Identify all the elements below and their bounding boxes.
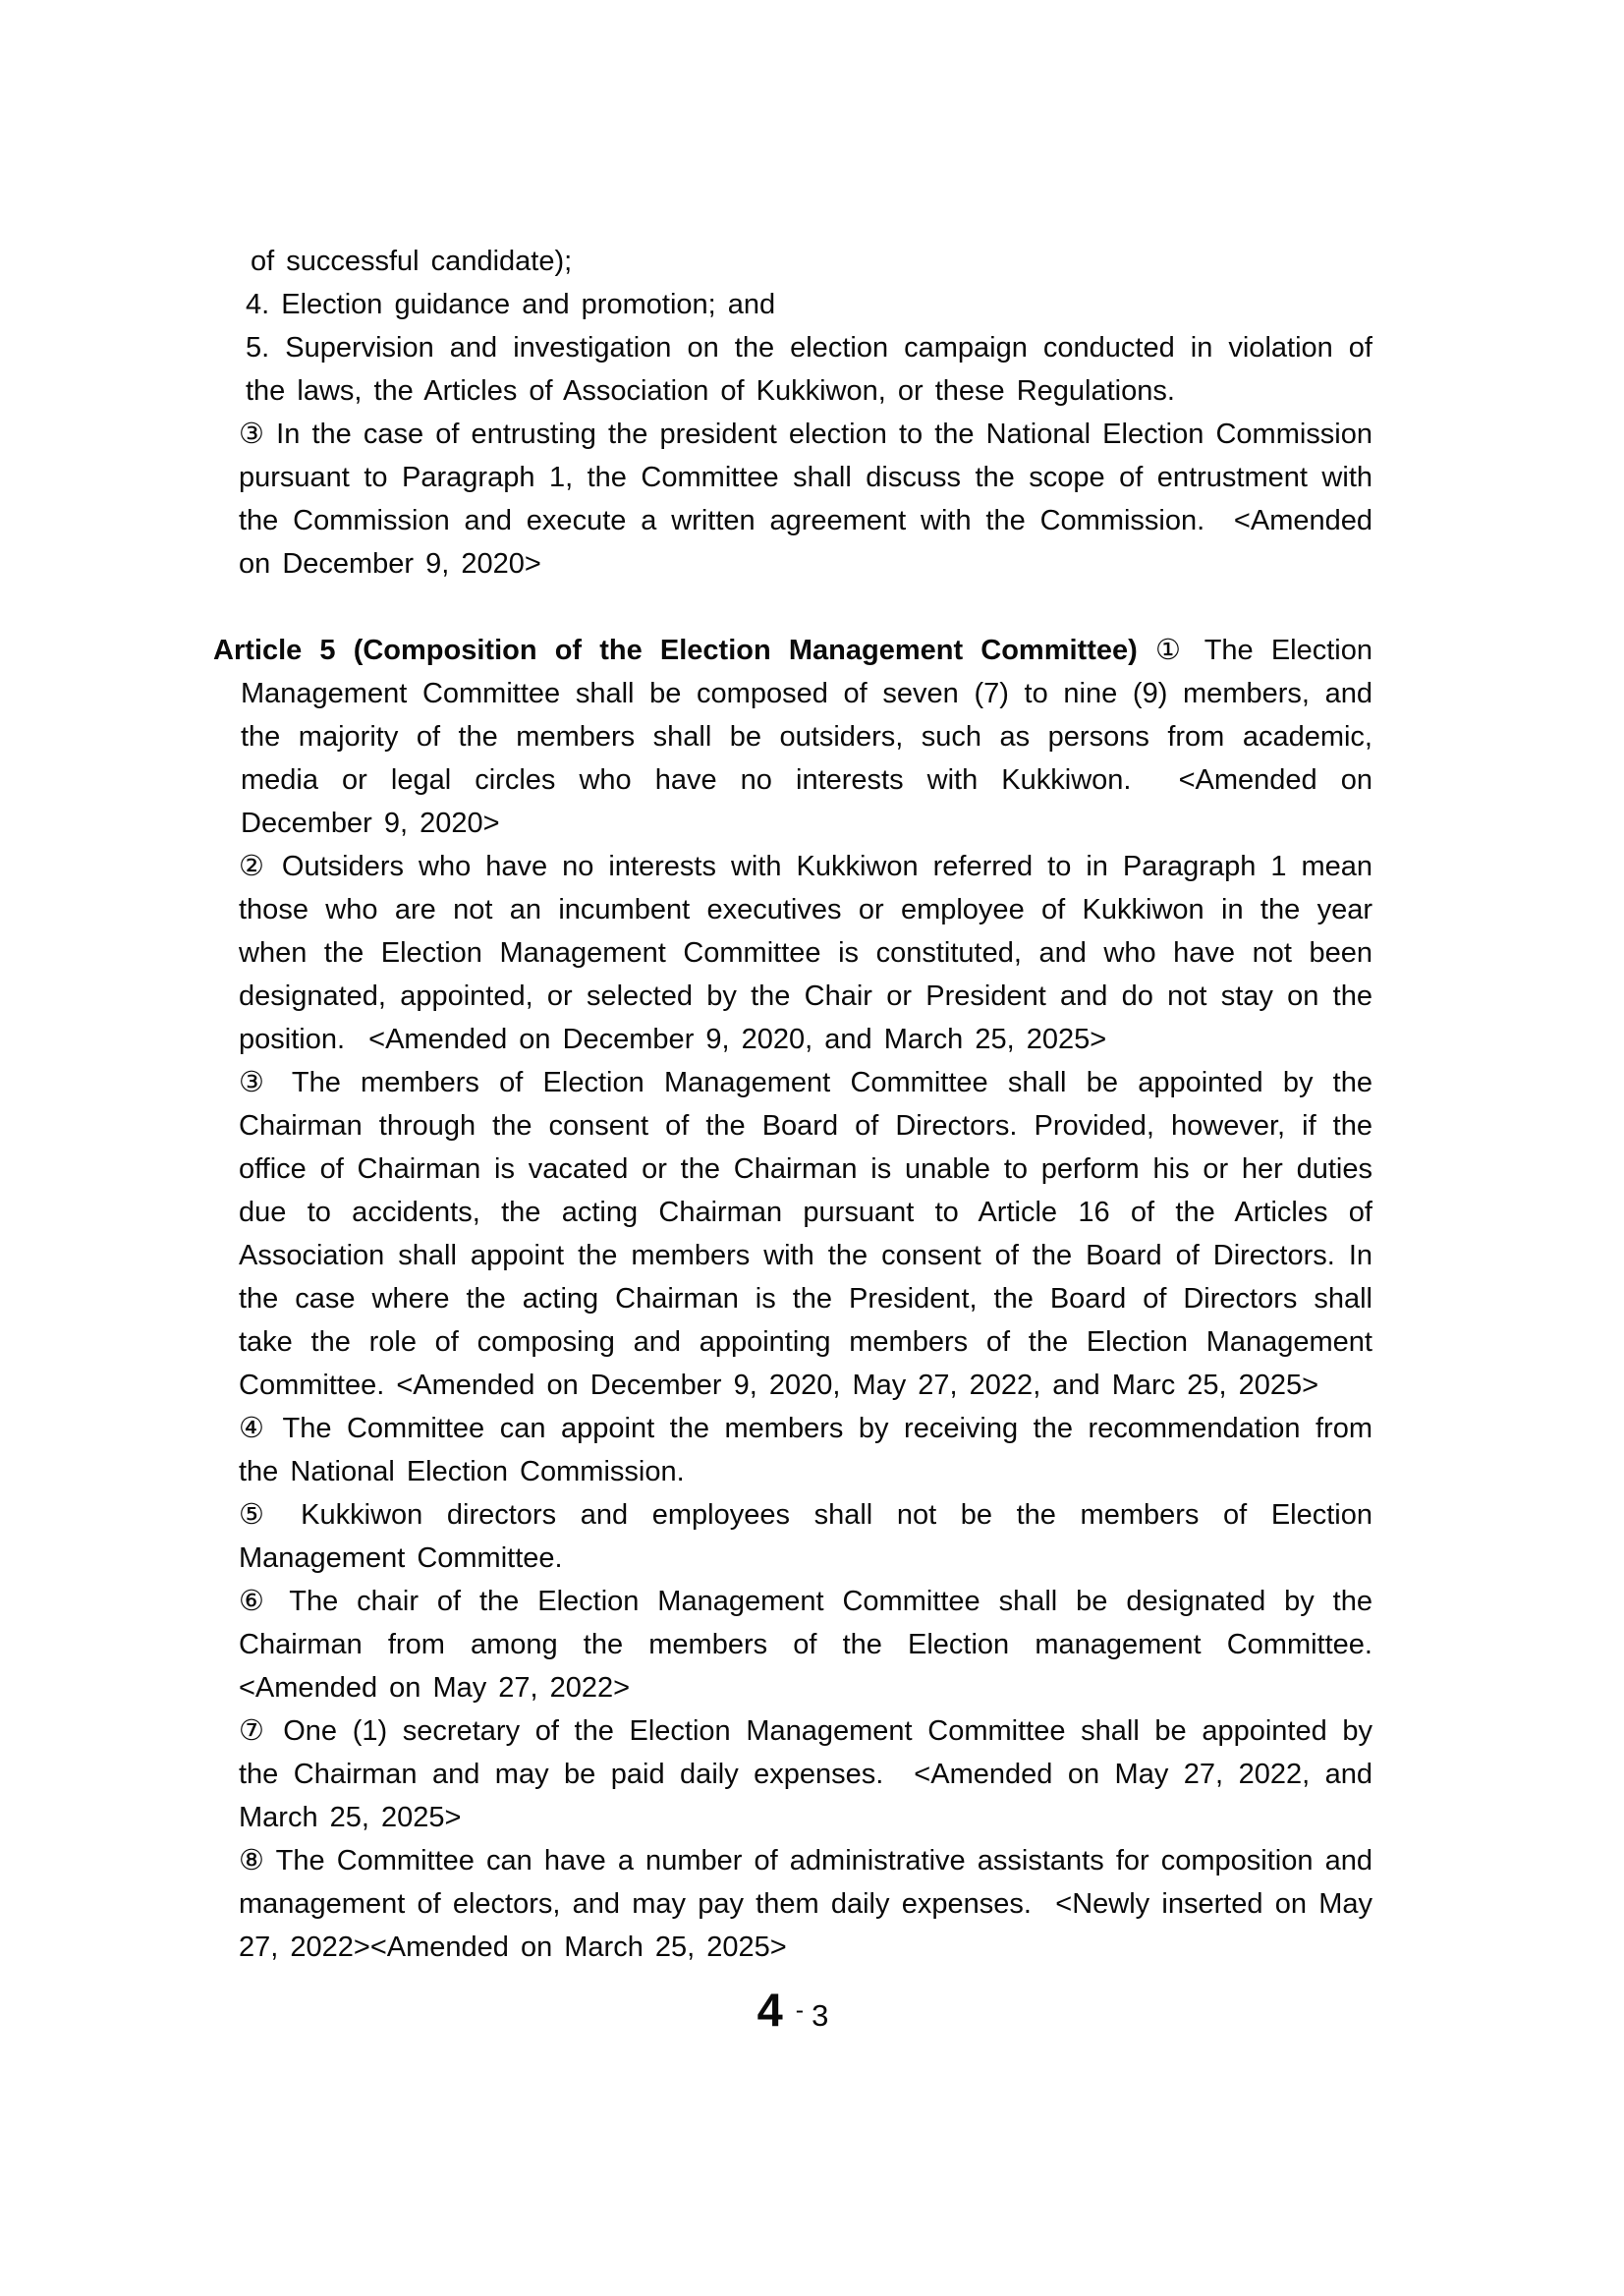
page-number-page: 3 xyxy=(812,1998,829,2033)
document-page xyxy=(213,240,1372,2040)
article-5-intro: ① The Election Management Committee shall be composed of seven (7) to nine (9) members, and the majority of the members shall be outsiders, such as persons from academic, media or legal circles who have no interests with Kukkiwon. <Amended on December 9, 2020> xyxy=(241,635,1373,839)
article-5-paragraph-6: ⑥ The chair of the Election Management Committee shall be designated by the Chairman from among the members of the Election management Committee. <Amended on May 27, 2022> xyxy=(239,1586,1372,1704)
article-5-paragraph-7: ⑦ One (1) secretary of the Election Management Committee shall be appointed by the Chairman and may be paid daily expenses. <Amended on May 27, 2022, and March 25, 2025> xyxy=(239,1715,1372,1833)
page-number-separator: - xyxy=(795,1996,805,2024)
article-5-paragraph-3: ③ The members of Election Management Committee shall be appointed by the Chairman through the consent of the Board of Directors. Provided, however, if the office of Chairman is vacated or the Chairman is unable to perform his or her duties due to accidents, the acting Chairman pursuant to Article 16 of the Articles of Association shall appoint the members with the consent of the Board of Directors. In the case where the acting Chairman is the President, the Board of Directors shall take the role of composing and appointing members of the Election Management Committee. <Amended on December 9, 2020, May 27, 2022, and Marc 25, 2025> xyxy=(239,1067,1372,1401)
blank-line xyxy=(213,586,1372,629)
article-5-paragraph-5: ⑤ Kukkiwon directors and employees shall not be the members of Election Management Committee. xyxy=(239,1499,1372,1574)
paragraph-3-entrustment: ③ In the case of entrusting the president election to the National Election Commission pursuant to Paragraph 1, the Committee shall discuss the scope of entrustment with the Commission and execute a written agreement with the Commission. <Amended on December 9, 2020> xyxy=(239,419,1372,580)
article-5-paragraph-2: ② Outsiders who have no interests with Kukkiwon referred to in Paragraph 1 mean those who are not an incumbent executives or employee of Kukkiwon in the year when the Election Management Committee is constituted, and who have not been designated, appointed, or selected by the Chair or President and do not stay on the position. <Amended on December 9, 2020, and March 25, 2025> xyxy=(239,851,1372,1055)
article-5-heading: Article 5 (Composition of the Election Management Committee) xyxy=(213,635,1138,666)
article-5-paragraph-8: ⑧ The Committee can have a number of administrative assistants for composition and management of electors, and may pay them daily expenses. <Newly inserted on May 27, 2022><Amended on March 25, 2025> xyxy=(239,1845,1372,1963)
list-item-4: 4. Election guidance and promotion; and xyxy=(246,289,776,320)
article-5-paragraph-4: ④ The Committee can appoint the members by receiving the recommendation from the National Election Commission. xyxy=(239,1413,1372,1487)
list-item-5: 5. Supervision and investigation on the election campaign conducted in violation of the laws, the Articles of Association of Kukkiwon, or these Regulations. xyxy=(246,332,1372,407)
page-number-volume: 4 xyxy=(756,1984,784,2036)
article-5-block xyxy=(213,629,1372,845)
page-number xyxy=(213,1984,1372,2040)
continuation-line: of successful candidate); xyxy=(251,246,573,277)
